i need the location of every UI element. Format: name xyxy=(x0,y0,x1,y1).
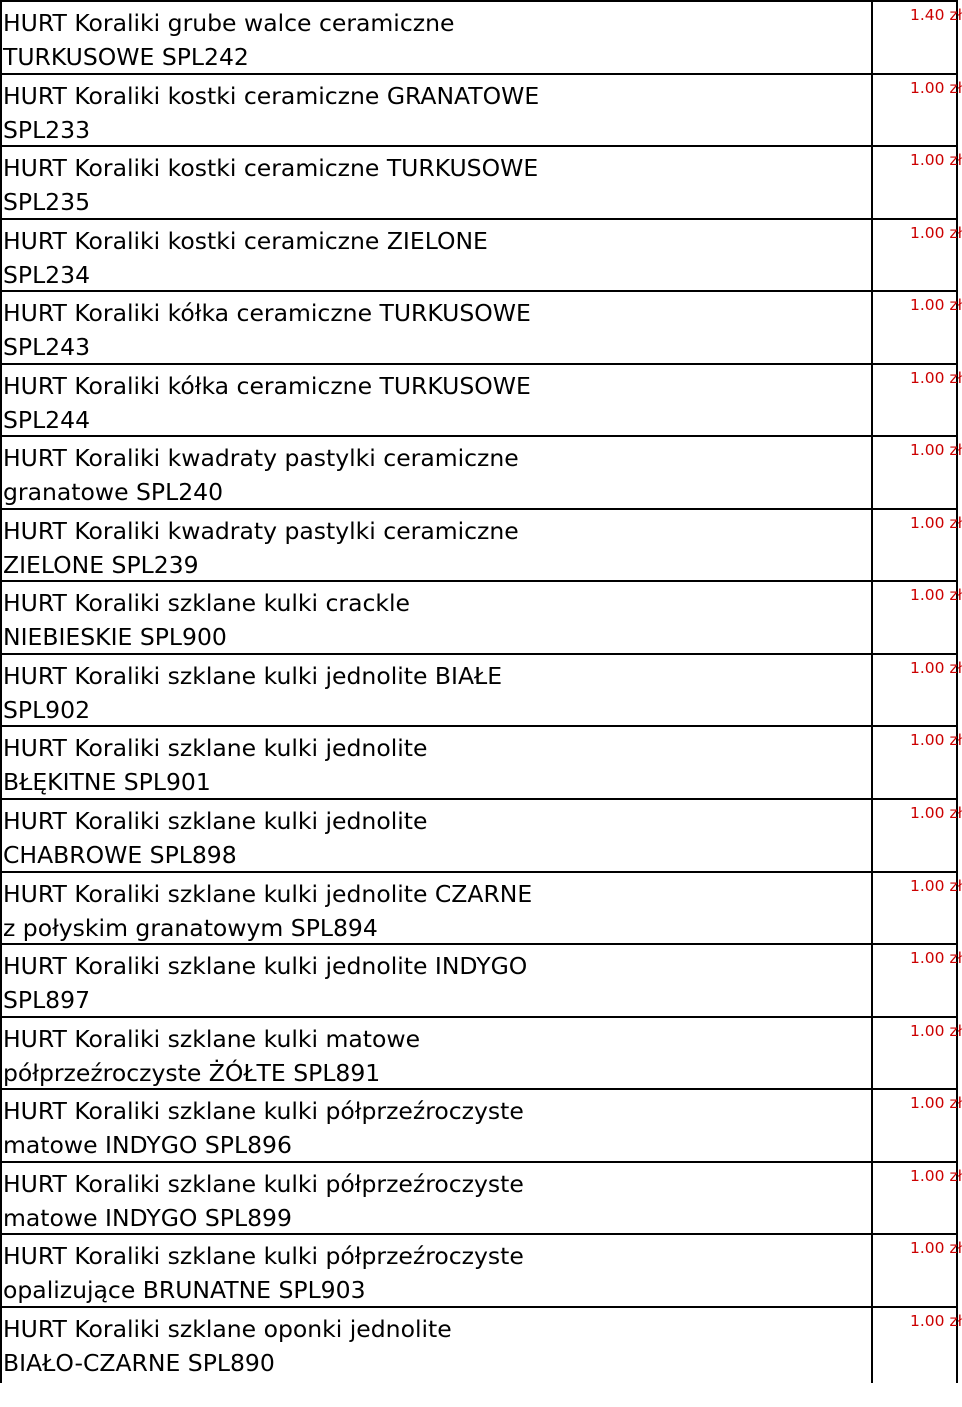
product-price-cell xyxy=(873,1308,962,1383)
product-name-line-2: SPL244 xyxy=(3,405,91,434)
product-price-cell xyxy=(873,945,962,1016)
product-name-cell xyxy=(2,292,873,363)
product-price-cell xyxy=(873,800,962,871)
product-price: 1.00 zł xyxy=(910,1239,962,1258)
product-name-line-1: HURT Koraliki szklane kulki jednolite xyxy=(3,734,428,763)
product-price: 1.00 zł xyxy=(910,586,962,605)
product-name-cell xyxy=(2,75,873,146)
product-name-cell xyxy=(2,220,873,291)
product-name-line-2: SPL233 xyxy=(3,115,91,144)
product-name-line-2: matowe INDYGO SPL899 xyxy=(3,1203,292,1232)
table-row xyxy=(2,1235,962,1308)
product-name-line-1: HURT Koraliki szklane kulki jednolite INDYGO xyxy=(3,952,528,981)
product-name-cell xyxy=(2,1308,873,1383)
product-name-cell xyxy=(2,655,873,726)
table-row xyxy=(2,147,962,220)
product-name-cell xyxy=(2,1235,873,1306)
table-row xyxy=(2,510,962,583)
product-name-line-1: HURT Koraliki szklane kulki jednolite CZARNE xyxy=(3,879,533,908)
product-name-line-1: HURT Koraliki grube walce ceramiczne xyxy=(3,9,455,37)
product-price-cell xyxy=(873,147,962,218)
table-row xyxy=(2,945,962,1018)
product-name-line-1: HURT Koraliki kwadraty pastylki ceramiczne xyxy=(3,516,519,545)
product-price: 1.00 zł xyxy=(910,151,962,170)
product-name-line-1: HURT Koraliki szklane kulki półprzeźroczyste xyxy=(3,1242,524,1271)
product-price-cell xyxy=(873,292,962,363)
product-name-line-1: HURT Koraliki szklane oponki jednolite xyxy=(3,1314,452,1343)
table-row xyxy=(2,220,962,293)
product-name-line-1: HURT Koraliki kostki ceramiczne GRANATOWE xyxy=(3,81,540,110)
product-name-cell xyxy=(2,945,873,1016)
product-name-line-2: matowe INDYGO SPL896 xyxy=(3,1131,292,1160)
product-name-cell xyxy=(2,1090,873,1161)
table-row xyxy=(2,582,962,655)
product-name-cell xyxy=(2,582,873,653)
product-price-cell xyxy=(873,2,962,73)
product-name-line-2: półprzeźroczyste ŻÓŁTE SPL891 xyxy=(3,1058,381,1087)
product-price-cell xyxy=(873,727,962,798)
product-price: 1.00 zł xyxy=(910,368,962,387)
product-name-line-1: HURT Koraliki kółka ceramiczne TURKUSOWE xyxy=(3,371,531,400)
product-price-cell xyxy=(873,1018,962,1089)
table-row xyxy=(2,1018,962,1091)
product-name-cell xyxy=(2,510,873,581)
product-name-line-2: ZIELONE SPL239 xyxy=(3,550,199,579)
product-name-line-1: HURT Koraliki kółka ceramiczne TURKUSOWE xyxy=(3,299,531,328)
product-name-line-2: SPL243 xyxy=(3,333,91,362)
product-name-line-1: HURT Koraliki szklane kulki matowe xyxy=(3,1024,421,1053)
product-name-line-2: BIAŁO-CZARNE SPL890 xyxy=(3,1348,275,1377)
product-price: 1.00 zł xyxy=(910,1311,962,1330)
product-price: 1.40 zł xyxy=(910,6,962,24)
product-price-cell xyxy=(873,437,962,508)
table-row xyxy=(2,75,962,148)
product-price: 1.00 zł xyxy=(910,441,962,460)
product-price: 1.00 zł xyxy=(910,1021,962,1040)
product-price: 1.00 zł xyxy=(910,949,962,968)
product-name-line-2: SPL235 xyxy=(3,188,91,217)
product-price: 1.00 zł xyxy=(910,1094,962,1113)
product-name-line-1: HURT Koraliki szklane kulki półprzeźroczyste xyxy=(3,1097,524,1126)
product-price-cell xyxy=(873,582,962,653)
product-name-line-2: BŁĘKITNE SPL901 xyxy=(3,768,211,797)
table-row xyxy=(2,2,962,75)
product-name-line-2: granatowe SPL240 xyxy=(3,478,224,507)
product-price-cell xyxy=(873,75,962,146)
product-price: 1.00 zł xyxy=(910,804,962,823)
product-price-cell xyxy=(873,873,962,944)
product-name-line-2: SPL902 xyxy=(3,695,91,724)
product-name-line-1: HURT Koraliki szklane kulki jednolite xyxy=(3,807,428,836)
table-row xyxy=(2,727,962,800)
product-price-cell xyxy=(873,220,962,291)
product-name-line-1: HURT Koraliki kwadraty pastylki ceramiczne xyxy=(3,444,519,473)
table-row xyxy=(2,1090,962,1163)
table-row xyxy=(2,292,962,365)
product-name-cell xyxy=(2,1163,873,1234)
product-name-line-1: HURT Koraliki szklane kulki jednolite BIAŁE xyxy=(3,661,503,690)
product-price-cell xyxy=(873,365,962,436)
product-price: 1.00 zł xyxy=(910,876,962,895)
product-name-line-2: CHABROWE SPL898 xyxy=(3,841,237,870)
product-price-cell xyxy=(873,1235,962,1306)
product-name-cell xyxy=(2,437,873,508)
product-price-cell xyxy=(873,1163,962,1234)
product-name-line-2: TURKUSOWE SPL242 xyxy=(3,43,249,71)
table-row xyxy=(2,873,962,946)
table-row xyxy=(2,437,962,510)
product-price: 1.00 zł xyxy=(910,658,962,677)
product-price: 1.00 zł xyxy=(910,223,962,242)
product-name-line-1: HURT Koraliki szklane kulki crackle xyxy=(3,589,411,618)
product-name-cell xyxy=(2,873,873,944)
product-name-line-1: HURT Koraliki kostki ceramiczne TURKUSOWE xyxy=(3,154,539,183)
product-name-line-1: HURT Koraliki kostki ceramiczne ZIELONE xyxy=(3,226,488,255)
product-price: 1.00 zł xyxy=(910,1166,962,1185)
product-name-line-2: z połyskim granatowym SPL894 xyxy=(3,913,378,942)
product-name-cell xyxy=(2,365,873,436)
product-name-line-2: NIEBIESKIE SPL900 xyxy=(3,623,227,652)
product-name-line-2: SPL897 xyxy=(3,986,91,1015)
product-name-line-1: HURT Koraliki szklane kulki półprzeźroczyste xyxy=(3,1169,524,1198)
product-price-cell xyxy=(873,1090,962,1161)
product-price: 1.00 zł xyxy=(910,731,962,750)
table-row xyxy=(2,800,962,873)
table-row xyxy=(2,365,962,438)
product-price: 1.00 zł xyxy=(910,296,962,315)
table-row xyxy=(2,655,962,728)
product-price: 1.00 zł xyxy=(910,78,962,97)
table-row xyxy=(2,1163,962,1236)
product-name-cell xyxy=(2,727,873,798)
product-price-cell xyxy=(873,655,962,726)
product-price: 1.00 zł xyxy=(910,513,962,532)
product-name-cell xyxy=(2,800,873,871)
product-name-cell xyxy=(2,2,873,73)
product-name-line-2: SPL234 xyxy=(3,260,91,289)
product-name-cell xyxy=(2,147,873,218)
product-price-cell xyxy=(873,510,962,581)
product-name-line-2: opalizujące BRUNATNE SPL903 xyxy=(3,1276,366,1305)
table-row xyxy=(2,1308,962,1383)
product-name-cell xyxy=(2,1018,873,1089)
